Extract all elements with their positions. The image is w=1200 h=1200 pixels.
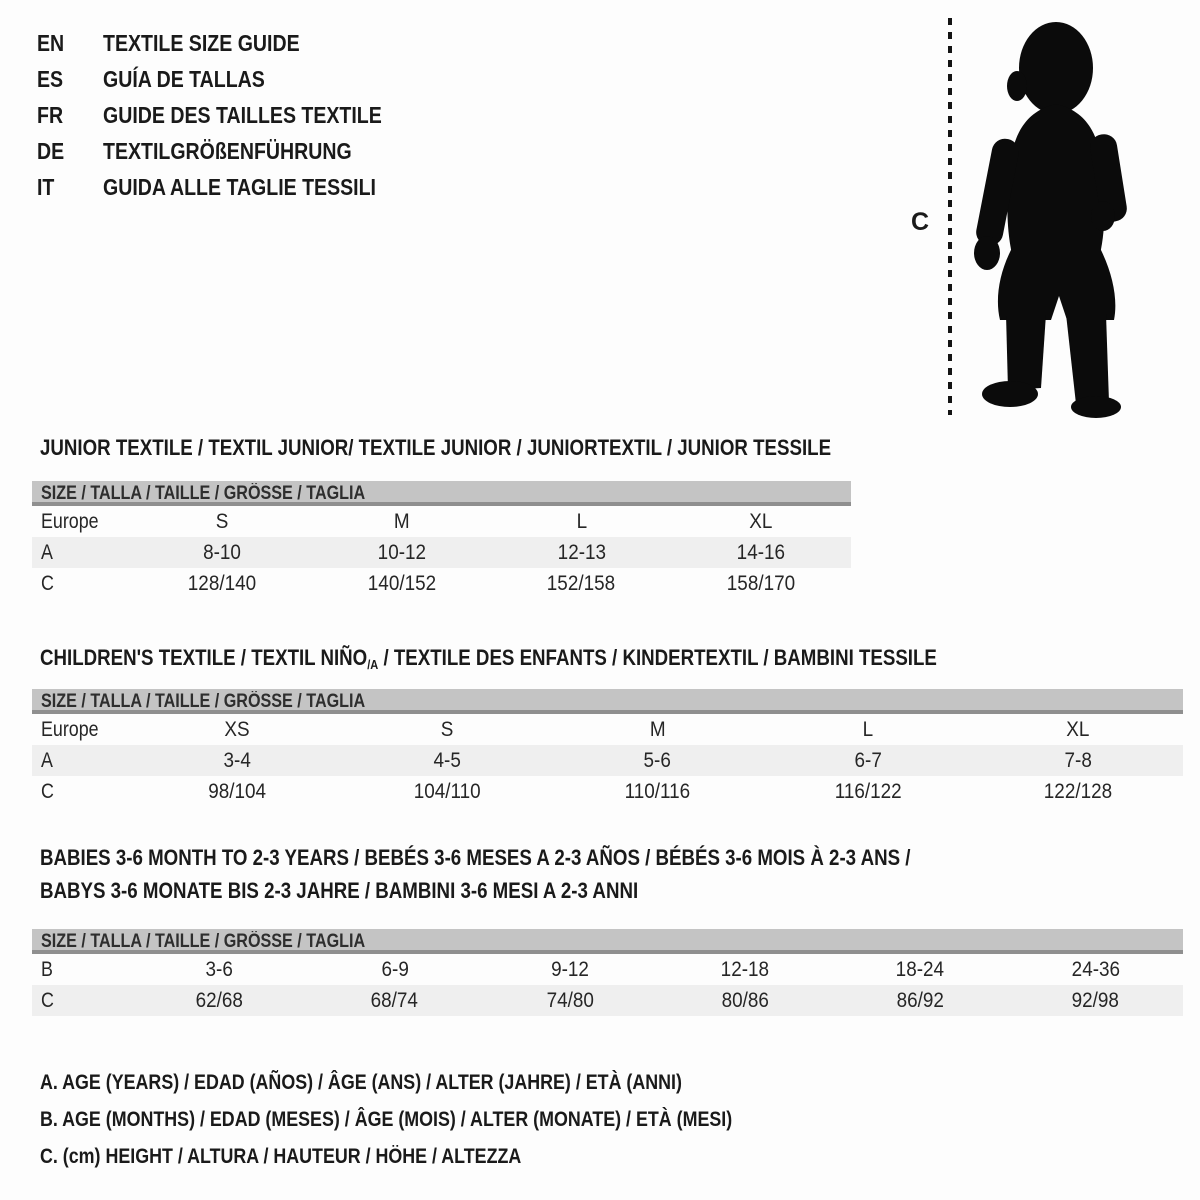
size-header-text: SIZE / TALLA / TAILLE / GRÖSSE / TAGLIA — [41, 483, 366, 504]
table-row — [32, 776, 1183, 807]
cell-text: 68/74 — [371, 988, 419, 1012]
table-cell — [1008, 958, 1183, 982]
language-code-text: EN — [37, 29, 65, 56]
language-code — [37, 174, 103, 201]
children-size-table — [32, 689, 1183, 807]
language-label-text: GUÍA DE TALLAS — [103, 65, 265, 92]
row-label-text: Europe — [41, 509, 99, 533]
language-code — [37, 138, 103, 165]
row-label — [32, 572, 132, 596]
row-label-text: C — [41, 571, 54, 595]
cell-text: 24-36 — [1071, 957, 1120, 981]
table-row — [32, 568, 851, 599]
cell-text: 140/152 — [367, 571, 436, 595]
legend-line-a — [40, 1064, 854, 1101]
language-label-text: GUIDA ALLE TAGLIE TESSILI — [103, 173, 376, 200]
cell-text: 104/110 — [413, 779, 481, 803]
table-cell — [492, 541, 672, 565]
cell-text: 6-9 — [381, 957, 409, 981]
language-row-en — [37, 25, 431, 61]
language-label — [103, 102, 431, 129]
language-label-text: TEXTILE SIZE GUIDE — [103, 29, 300, 56]
legend-text: B. AGE (MONTHS) / EDAD (MESES) / ÂGE (MOIS) / ALTER (MONATE) / ETÀ (MESI) — [40, 1108, 733, 1131]
cell-text: 74/80 — [546, 988, 594, 1012]
language-code — [37, 66, 103, 93]
cell-text: S — [215, 509, 229, 533]
cell-text: M — [649, 717, 666, 741]
table-cell — [763, 780, 973, 804]
table-cell — [658, 989, 833, 1013]
table-cell — [312, 541, 492, 565]
section-title-children — [40, 645, 1095, 672]
row-label-text: A — [41, 540, 53, 564]
section-title-text: CHILDREN'S TEXTILE / TEXTIL $NIÑO_{/A}$ / TEXTILE DES ENFANTS / KINDERTEXTIL / BAMBINI TESSILE — [40, 645, 937, 672]
language-label — [103, 30, 334, 57]
cell-text: 152/158 — [547, 571, 616, 595]
legend-line-b — [40, 1101, 854, 1138]
table-cell — [132, 541, 312, 565]
cell-text: 10-12 — [377, 540, 426, 564]
language-row-it — [37, 169, 431, 205]
table-cell — [833, 989, 1008, 1013]
cell-text: 14-16 — [736, 540, 786, 564]
section-title-text: JUNIOR TEXTILE / TEXTIL JUNIOR/ TEXTILE JUNIOR / JUNIORTEXTIL / JUNIOR TESSILE — [40, 435, 832, 460]
size-header-text: SIZE / TALLA / TAILLE / GRÖSSE / TAGLIA — [41, 691, 366, 712]
row-label-text: C — [41, 779, 54, 803]
section-title-junior — [40, 435, 971, 461]
junior-size-table — [32, 481, 851, 599]
section-title-babies-line1 — [40, 845, 1064, 871]
table-cell — [492, 572, 672, 596]
cell-text: XS — [224, 717, 250, 741]
size-header-bar — [32, 689, 1183, 714]
table-cell — [658, 958, 833, 982]
table-cell — [132, 572, 312, 596]
cell-text: 116/122 — [834, 779, 902, 803]
cell-text: 80/86 — [721, 988, 769, 1012]
table-cell — [552, 749, 762, 773]
language-code-text: IT — [37, 173, 55, 200]
table-row — [32, 537, 851, 568]
cell-text: XL — [749, 509, 773, 533]
cell-text: 62/68 — [195, 988, 244, 1012]
legend-text: C. (cm) HEIGHT / ALTURA / HAUTEUR / HÖHE / ALTEZZA — [40, 1145, 522, 1168]
babies-size-table — [32, 929, 1183, 1016]
table-cell — [132, 958, 307, 982]
cell-text: L — [862, 717, 873, 741]
cell-text: M — [393, 509, 410, 533]
cell-text: 3-4 — [223, 748, 251, 772]
language-code-text: FR — [37, 101, 64, 128]
table-cell — [482, 989, 657, 1013]
table-row — [32, 745, 1183, 776]
cell-text: 4-5 — [433, 748, 461, 772]
height-measure-label: C — [911, 208, 930, 236]
row-label — [32, 718, 132, 742]
table-cell — [312, 572, 492, 596]
table-cell — [492, 510, 672, 534]
table-cell — [671, 572, 851, 596]
cell-text: 128/140 — [187, 571, 257, 595]
table-cell — [312, 510, 492, 534]
table-row — [32, 985, 1183, 1016]
cell-text: 8-10 — [202, 540, 241, 564]
language-label — [103, 66, 293, 93]
language-code — [37, 30, 103, 57]
table-cell — [973, 718, 1183, 742]
cell-text: 98/104 — [208, 779, 267, 803]
cell-text: 122/128 — [1043, 779, 1113, 803]
cell-text: 5-6 — [643, 748, 672, 772]
cell-text: 158/170 — [726, 571, 796, 595]
cell-text: 92/98 — [1071, 988, 1120, 1012]
row-label — [32, 958, 132, 982]
cell-text: XL — [1066, 717, 1090, 741]
table-cell — [342, 718, 552, 742]
language-title-block — [37, 25, 431, 205]
cell-text: 6-7 — [854, 748, 882, 772]
table-cell — [132, 510, 312, 534]
row-label — [32, 989, 132, 1013]
language-row-fr — [37, 97, 431, 133]
cell-text: 110/116 — [624, 779, 691, 803]
cell-text: 9-12 — [551, 957, 589, 981]
table-cell — [552, 718, 762, 742]
row-label — [32, 541, 132, 565]
section-title-text: BABYS 3-6 MONATE BIS 2-3 JAHRE / BAMBINI 3-6 MESI A 2-3 ANNI — [40, 878, 639, 903]
language-code — [37, 102, 103, 129]
table-cell — [132, 718, 342, 742]
table-cell — [552, 780, 762, 804]
table-cell — [342, 780, 552, 804]
table-cell — [763, 718, 973, 742]
language-code-text: ES — [37, 65, 64, 92]
cell-text: 3-6 — [205, 957, 234, 981]
language-label-text: TEXTILGRÖßENFÜHRUNG — [103, 137, 352, 164]
table-cell — [671, 541, 851, 565]
table-row — [32, 954, 1183, 985]
table-cell — [342, 749, 552, 773]
row-label — [32, 780, 132, 804]
cell-text: 12-13 — [557, 540, 606, 564]
cell-text: 7-8 — [1064, 748, 1092, 772]
row-label — [32, 749, 132, 773]
table-cell — [763, 749, 973, 773]
table-cell — [973, 780, 1183, 804]
table-row — [32, 714, 1183, 745]
table-cell — [671, 510, 851, 534]
size-header-bar — [32, 481, 851, 506]
toddler-silhouette-icon — [966, 16, 1138, 418]
cell-text: S — [440, 717, 454, 741]
language-row-es — [37, 61, 431, 97]
row-label-text: B — [41, 957, 53, 981]
table-cell — [307, 958, 482, 982]
language-label-text: GUIDE DES TAILLES TEXTILE — [103, 101, 382, 128]
legend — [40, 1064, 854, 1175]
row-label-text: A — [41, 748, 53, 772]
table-cell — [132, 989, 307, 1013]
row-label-text: Europe — [41, 717, 99, 741]
cell-text: 12-18 — [720, 957, 770, 981]
table-row — [32, 506, 851, 537]
section-title-text: BABIES 3-6 MONTH TO 2-3 YEARS / BEBÉS 3-6 MESES A 2-3 AÑOS / BÉBÉS 3-6 MOIS À 2-3 ANS / — [40, 845, 911, 870]
section-title-babies-line2 — [40, 878, 744, 904]
table-cell — [132, 780, 342, 804]
legend-text: A. AGE (YEARS) / EDAD (AÑOS) / ÂGE (ANS) / ALTER (JAHRE) / ETÀ (ANNI) — [40, 1071, 682, 1094]
language-label — [103, 138, 396, 165]
height-dashed-line — [948, 18, 952, 415]
cell-text: 18-24 — [896, 957, 945, 981]
legend-line-c — [40, 1138, 854, 1175]
table-cell — [833, 958, 1008, 982]
size-header-text: SIZE / TALLA / TAILLE / GRÖSSE / TAGLIA — [41, 931, 366, 952]
subscript-text: /A — [367, 657, 379, 672]
size-header-bar — [32, 929, 1183, 954]
cell-text: L — [576, 509, 587, 533]
table-cell — [132, 749, 342, 773]
language-code-text: DE — [37, 137, 65, 164]
language-label — [103, 174, 424, 201]
cell-text: 86/92 — [896, 988, 944, 1012]
table-cell — [482, 958, 657, 982]
row-label — [32, 510, 132, 534]
table-cell — [1008, 989, 1183, 1013]
row-label-text: C — [41, 988, 54, 1012]
table-cell — [307, 989, 482, 1013]
language-row-de — [37, 133, 431, 169]
table-cell — [973, 749, 1183, 773]
